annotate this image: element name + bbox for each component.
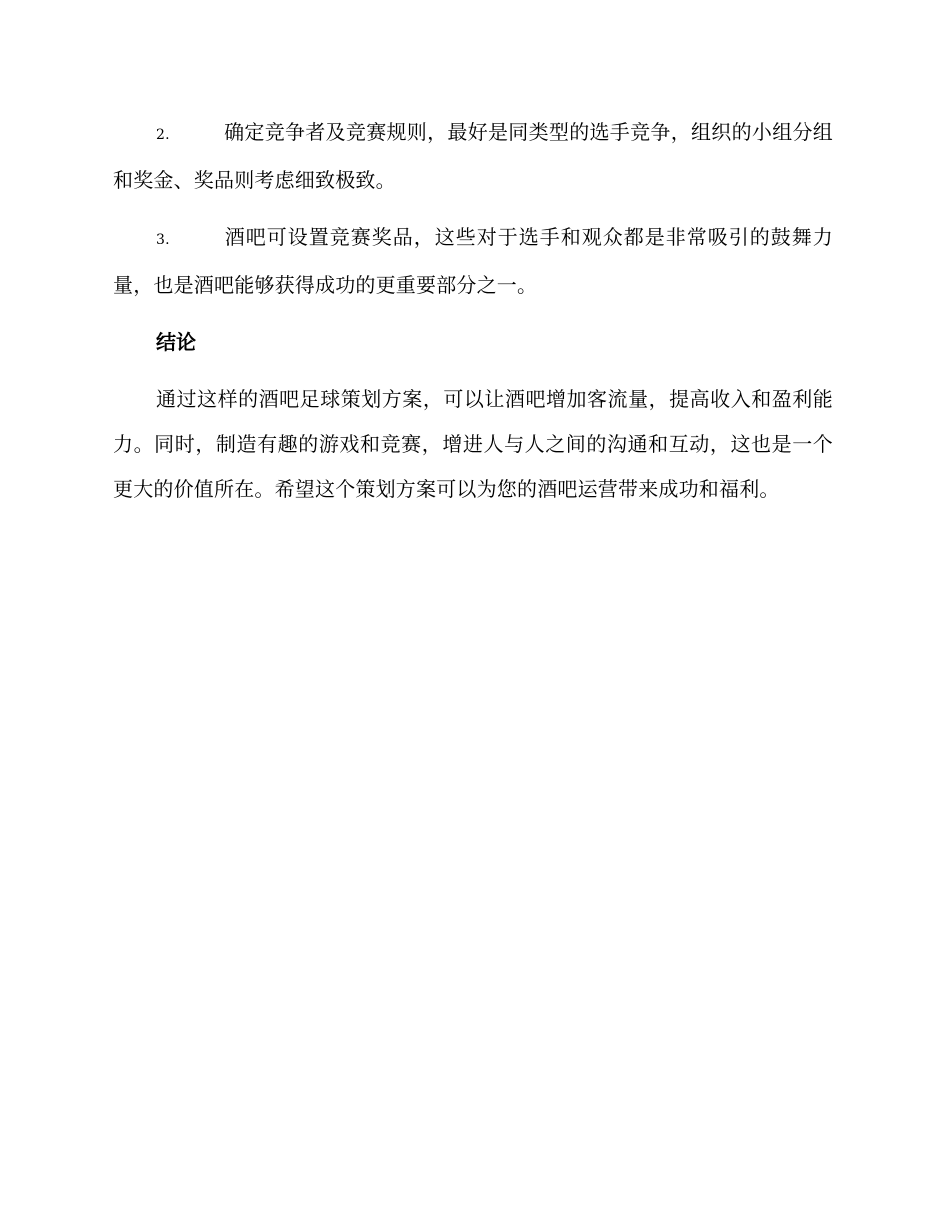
list-item-number: 3. <box>156 232 170 248</box>
section-heading-conclusion: 结论 <box>156 330 196 354</box>
list-item-number: 2. <box>156 127 170 143</box>
list-item-text: 确定竞争者及竞赛规则，最好是同类型的选手竞争，组织的小组分组和奖金、奖品则考虑细致极致。 <box>113 120 833 192</box>
list-item <box>113 110 833 203</box>
conclusion-paragraph: 通过这样的酒吧足球策划方案，可以让酒吧增加客流量，提高收入和盈利能力。同时，制造有趣的游戏和竞赛，增进人与人之间的沟通和互动，这也是一个更大的价值所在。希望这个策划方案可以为您的酒吧运营带来成功和福利。 <box>113 387 833 501</box>
list-item-text: 酒吧可设置竞赛奖品，这些对于选手和观众都是非常吸引的鼓舞力量，也是酒吧能够获得成功的更重要部分之一。 <box>113 225 833 297</box>
list-item <box>113 215 833 308</box>
document-body <box>113 110 833 512</box>
